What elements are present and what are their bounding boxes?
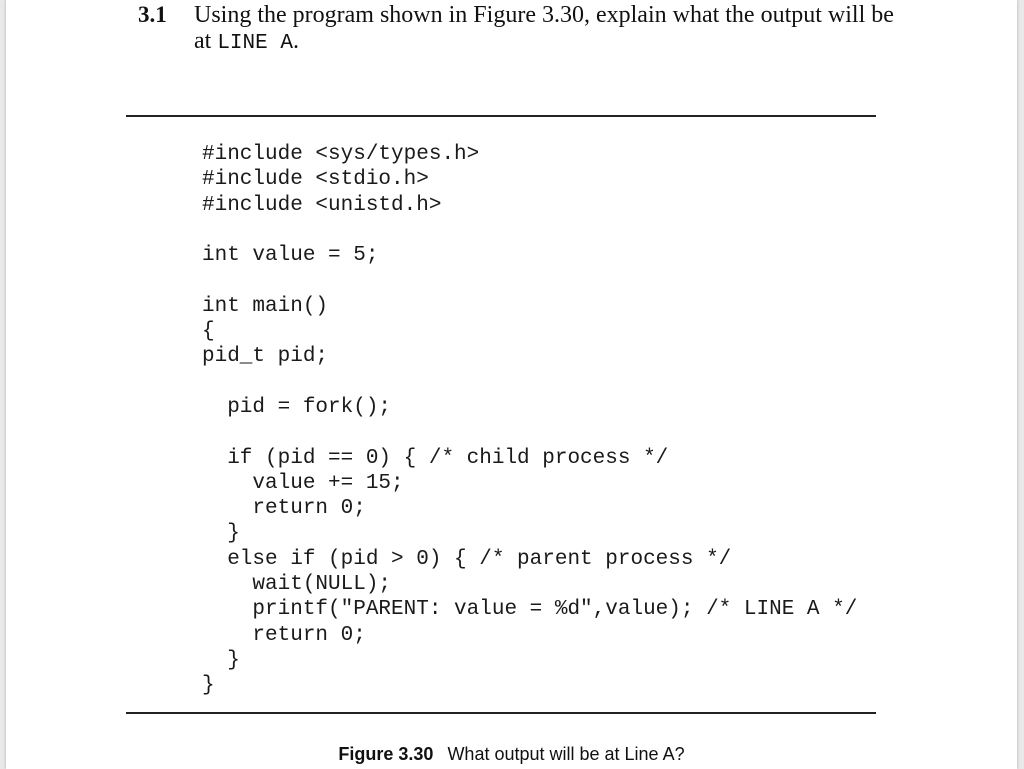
code-line: int main() bbox=[202, 294, 329, 318]
code-line: wait(NULL); bbox=[202, 573, 392, 597]
figure-top-rule bbox=[126, 115, 876, 117]
code-blank-line bbox=[202, 370, 857, 395]
code-line: printf("PARENT: value = %d",value); /* LINE A */ bbox=[202, 598, 858, 622]
code-line: } bbox=[202, 522, 240, 546]
code-line: else if (pid > 0) { /* parent process */ bbox=[202, 547, 732, 571]
code-line: #include <unistd.h> bbox=[202, 193, 442, 217]
code-line: pid_t pid; bbox=[202, 345, 329, 369]
code-line: { bbox=[202, 320, 215, 344]
figure-caption-text: What output will be at Line A? bbox=[447, 744, 685, 764]
code-listing bbox=[202, 142, 857, 699]
code-line: return 0; bbox=[202, 623, 366, 647]
code-line: return 0; bbox=[202, 497, 366, 521]
code-line: } bbox=[202, 674, 215, 698]
figure-bottom-rule bbox=[126, 712, 876, 714]
code-line: #include <stdio.h> bbox=[202, 168, 429, 192]
exercise-text-end: . bbox=[292, 28, 299, 54]
exercise-text bbox=[194, 2, 914, 57]
code-line: #include <sys/types.h> bbox=[202, 143, 480, 166]
exercise-text-start: Using the program shown in Figure 3.30, explain what the output will be at bbox=[194, 2, 894, 54]
code-line: value += 15; bbox=[202, 471, 404, 495]
code-blank-line bbox=[202, 218, 857, 243]
line-a-reference: LINE A bbox=[217, 32, 293, 55]
figure-caption bbox=[6, 744, 1017, 765]
code-line: pid = fork(); bbox=[202, 395, 392, 419]
code-line: if (pid == 0) { /* child process */ bbox=[202, 446, 669, 470]
code-line: } bbox=[202, 648, 240, 672]
code-blank-line bbox=[202, 268, 857, 293]
code-line: int value = 5; bbox=[202, 244, 379, 268]
figure-label: Figure 3.30 bbox=[338, 744, 434, 764]
exercise-number: 3.1 bbox=[138, 2, 167, 27]
document-page bbox=[6, 0, 1017, 769]
code-blank-line bbox=[202, 420, 857, 445]
